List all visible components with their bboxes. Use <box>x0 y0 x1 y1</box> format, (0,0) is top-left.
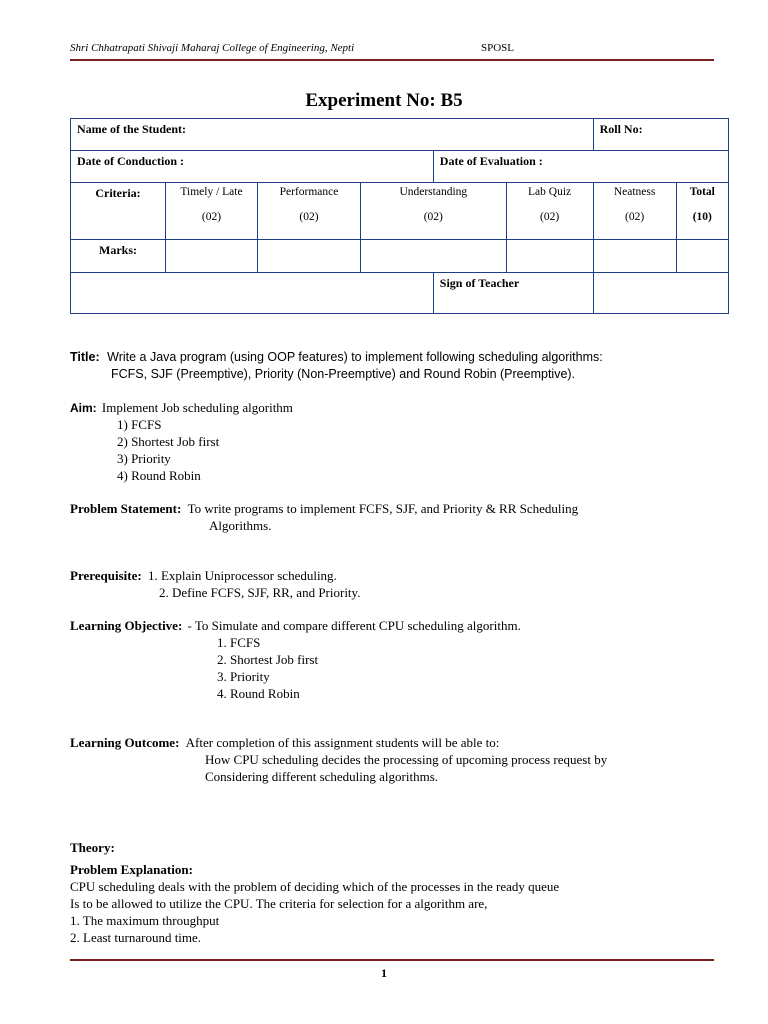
marks-input-cell[interactable] <box>593 240 676 273</box>
criterion-name: Understanding <box>399 186 468 198</box>
objective-item: 1. FCFS <box>217 635 261 650</box>
title-line2: FCFS, SJF (Preemptive), Priority (Non-Preemptive) and Round Robin (Preemptive). <box>111 367 576 381</box>
marks-label: Marks: <box>99 243 137 257</box>
criterion-max: (02) <box>201 211 222 223</box>
prerequisite-line2: 2. Define FCFS, SJF, RR, and Priority. <box>159 585 361 600</box>
problem-statement-line2: Algorithms. <box>209 518 272 533</box>
criterion-max: (02) <box>299 211 319 223</box>
student-name-label: Name of the Student: <box>77 122 186 136</box>
roll-no-label: Roll No: <box>599 122 643 136</box>
aim-label: Aim: <box>70 401 97 415</box>
criterion-name: Lab Quiz <box>528 186 572 198</box>
roll-no-cell[interactable] <box>593 119 728 151</box>
page-header <box>70 42 714 58</box>
total-cell <box>676 183 728 240</box>
learning-outcome-label: Learning Outcome: <box>70 735 180 750</box>
criterion-cell <box>166 183 258 240</box>
theory-line: 1. The maximum throughput <box>70 913 220 928</box>
aim-item: 1) FCFS <box>117 417 162 432</box>
problem-explanation-heading: Problem Explanation: <box>70 862 193 877</box>
marks-input-cell[interactable] <box>258 240 361 273</box>
objective-item: 3. Priority <box>217 669 270 684</box>
criterion-max: (02) <box>423 211 443 223</box>
sign-teacher-label-cell <box>433 273 593 314</box>
date-evaluation-cell[interactable] <box>433 151 728 183</box>
marks-input-cell[interactable] <box>361 240 507 273</box>
theory-line: Is to be allowed to utilize the CPU. The criteria for selection for a algorithm are, <box>70 896 488 911</box>
experiment-title: Experiment No: B5 <box>305 90 463 111</box>
theory-line: CPU scheduling deals with the problem of deciding which of the processes in the ready queue <box>70 879 560 894</box>
sign-teacher-cell[interactable] <box>593 273 728 314</box>
prerequisite-label: Prerequisite: <box>70 568 142 583</box>
title-line1: Write a Java program (using OOP features) to implement following scheduling algorithms: <box>107 350 603 364</box>
evaluation-table <box>70 118 729 314</box>
criterion-cell <box>361 183 507 240</box>
criterion-max: (02) <box>540 211 560 223</box>
learning-outcome-line1: After completion of this assignment students will be able to: <box>185 735 500 750</box>
marks-label-cell <box>71 240 166 273</box>
criterion-cell <box>258 183 361 240</box>
problem-statement-line1: To write programs to implement FCFS, SJF, and Priority & RR Scheduling <box>187 501 579 516</box>
problem-statement-label: Problem Statement: <box>70 501 182 516</box>
criterion-name: Neatness <box>613 186 656 198</box>
aim-text: Implement Job scheduling algorithm <box>101 400 293 415</box>
page-number: 1 <box>381 966 387 980</box>
criterion-name: Total <box>689 186 715 198</box>
title-label: Title: <box>70 350 100 364</box>
criteria-label: Criteria: <box>95 186 141 200</box>
aim-item: 2) Shortest Job first <box>117 434 220 449</box>
college-name: Shri Chhatrapati Shivaji Maharaj College of Engineering, Nepti <box>70 42 355 54</box>
learning-outcome-line3: Considering different scheduling algorithms. <box>205 769 438 784</box>
criterion-cell <box>506 183 593 240</box>
theory-heading: Theory: <box>70 840 115 855</box>
header-rule <box>70 59 714 61</box>
footer-rule <box>70 959 714 961</box>
marks-input-cell[interactable] <box>506 240 593 273</box>
prerequisite-line1: 1. Explain Uniprocessor scheduling. <box>147 568 337 583</box>
marks-input-cell[interactable] <box>166 240 258 273</box>
marks-input-cell[interactable] <box>676 240 728 273</box>
date-evaluation-label: Date of Evaluation : <box>439 154 543 168</box>
theory-line: 2. Least turnaround time. <box>70 930 202 945</box>
aim-item: 4) Round Robin <box>117 468 201 483</box>
subject-code: SPOSL <box>481 42 515 54</box>
date-conduction-label: Date of Conduction : <box>77 154 184 168</box>
learning-objective-label: Learning Objective: <box>70 618 183 633</box>
criterion-max: (02) <box>625 211 645 223</box>
criteria-label-cell <box>71 183 166 240</box>
aim-item: 3) Priority <box>117 451 171 466</box>
learning-outcome-line2: How CPU scheduling decides the processing of upcoming process request by <box>205 752 608 767</box>
objective-item: 2. Shortest Job first <box>217 652 319 667</box>
criterion-name: Timely / Late <box>180 186 243 198</box>
criterion-name: Performance <box>279 186 339 198</box>
learning-objective-text: - To Simulate and compare different CPU scheduling algorithm. <box>187 618 521 633</box>
objective-item: 4. Round Robin <box>217 686 300 701</box>
student-name-cell[interactable] <box>71 119 594 151</box>
criterion-cell <box>593 183 676 240</box>
blank-cell <box>71 273 434 314</box>
date-conduction-cell[interactable] <box>71 151 434 183</box>
sign-teacher-label: Sign of Teacher <box>439 276 520 290</box>
criterion-max: (10) <box>692 211 712 223</box>
